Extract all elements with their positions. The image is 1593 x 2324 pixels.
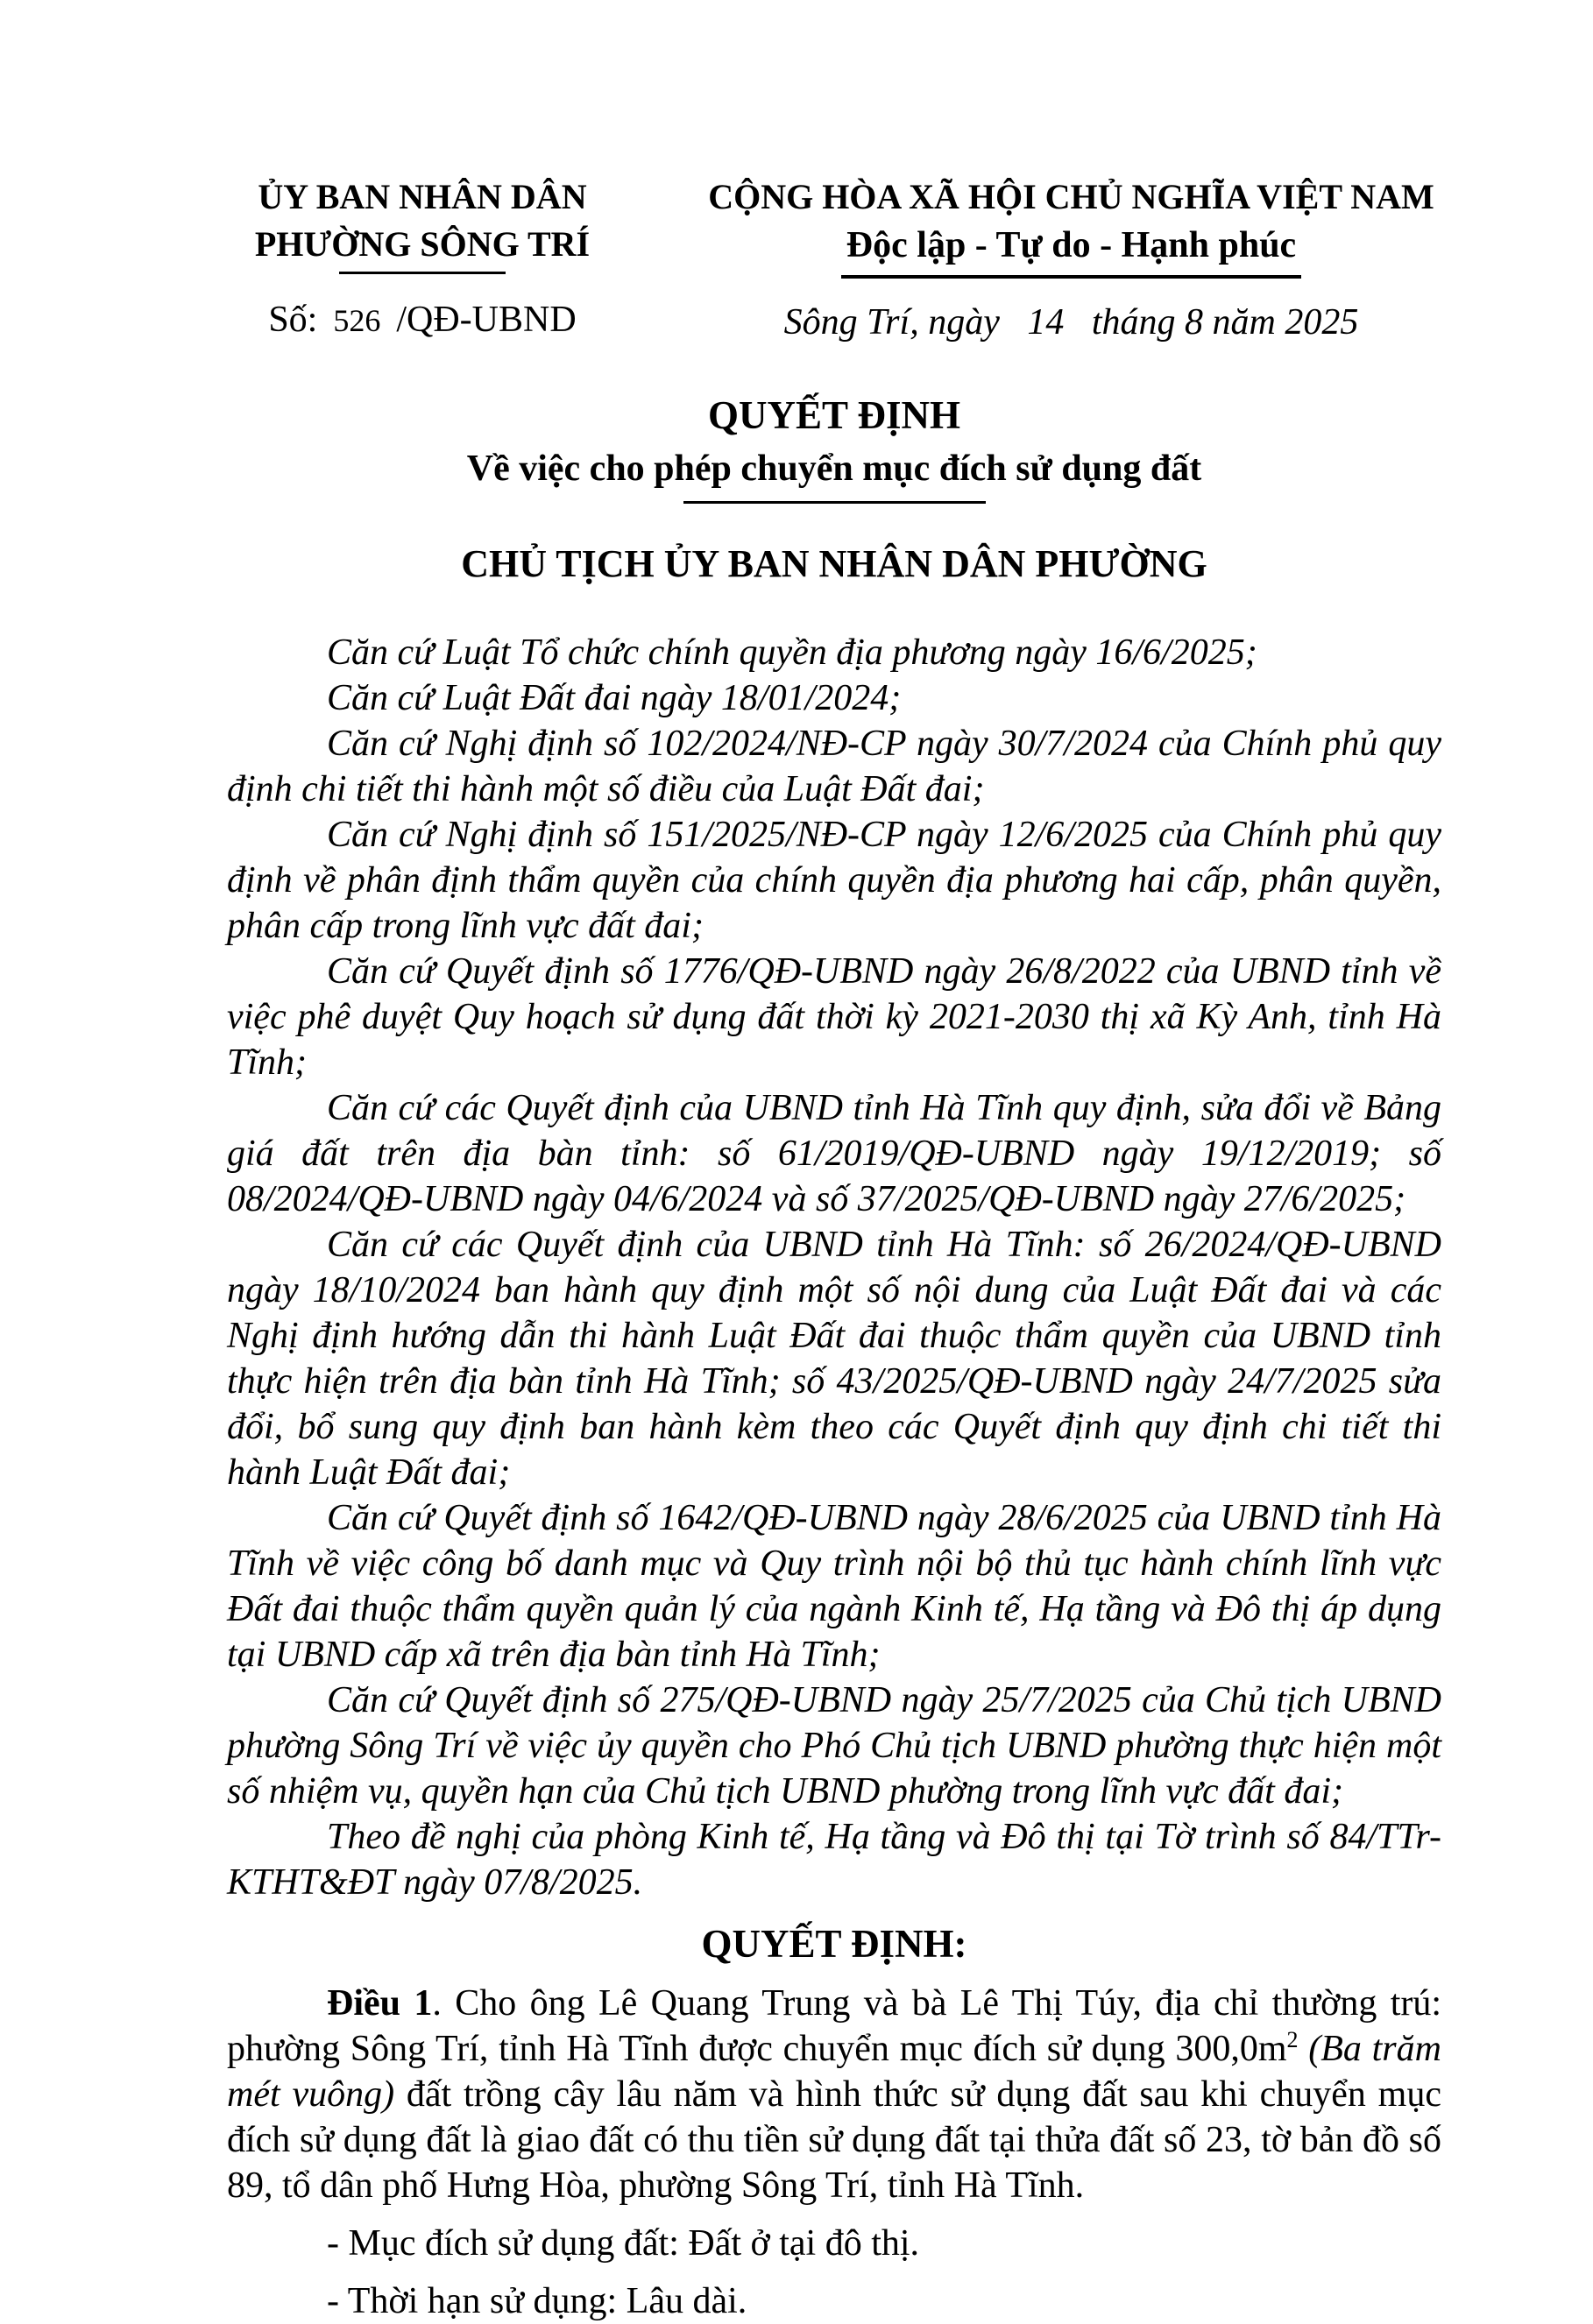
org-underline: [339, 272, 506, 274]
motto-underline: [841, 275, 1301, 279]
article-1-text: . Cho ông Lê Quang Trung và bà Lê Thị Túy, địa chỉ thường trú: phường Sông Trí, tỉnh Hà Tĩnh được chuyển mục đích sử dụng 300,0m: [227, 1983, 1442, 2069]
decision-subtitle: Về việc cho phép chuyển mục đích sử dụng đất: [466, 449, 1202, 489]
article-1-text-rest: đất trồng cây lâu năm và hình thức sử dụng đất sau khi chuyển mục đích sử dụng đất là giao đất có thu tiền sử dụng đất tại thửa đất số 23, tờ bản đồ số 89, tổ dân phố Hưng Hòa, phường Sông Trí, tỉnh Hà Tĩnh.: [227, 2074, 1441, 2206]
doc-number-value: 526: [333, 303, 381, 338]
org-name: PHƯỜNG SÔNG TRÍ: [254, 224, 591, 264]
recital-paragraph: Căn cứ Luật Đất đai ngày 18/01/2024;: [327, 678, 902, 718]
area-superscript: 2: [1286, 2027, 1299, 2052]
place-date-line: Sông Trí, ngày 14 tháng 8 năm 2025: [783, 302, 1359, 343]
authority-title: CHỦ TỊCH ỦY BAN NHÂN DÂN PHƯỜNG: [461, 542, 1207, 585]
recital-paragraph: Căn cứ Luật Tổ chức chính quyền địa phương ngày 16/6/2025;: [327, 632, 1257, 673]
article-1-paragraph: [227, 1981, 1441, 2208]
decision-section-heading: QUYẾT ĐỊNH:: [701, 1922, 967, 1966]
recital-paragraph: Căn cứ các Quyết định của UBND tỉnh Hà Tĩnh: số 26/2024/QĐ-UBND ngày 18/10/2024 ban hành quy định một số nội dung của Luật Đất đai và các Nghị định hướng dẫn thi hành Luật Đất đai thuộc thẩm quyền của UBND tỉnh thực hiện trên địa bàn tỉnh Hà Tĩnh; số 43/2025/QĐ-UBND ngày 24/7/2025 sửa đổi, bổ sung quy định ban hành kèm theo các Quyết định quy định chi tiết thi hành Luật Đất đai;: [227, 1225, 1441, 1493]
recital-paragraph: Căn cứ Nghị định số 151/2025/NĐ-CP ngày 12/6/2025 của Chính phủ quy định về phân định thẩm quyền của chính quyền địa phương hai cấp, phân quyền, phân cấp trong lĩnh vực đất đai;: [227, 815, 1441, 946]
decision-title: QUYẾT ĐỊNH: [708, 393, 960, 437]
recital-paragraph: Căn cứ Quyết định số 1642/QĐ-UBND ngày 28/6/2025 của UBND tỉnh Hà Tĩnh về việc công bố danh mục và Quy trình nội bộ thủ tục hành chính lĩnh vực Đất đai thuộc thẩm quyền quản lý của ngành Kinh tế, Hạ tầng và Đô thị áp dụng tại UBND cấp xã trên địa bàn tỉnh Hà Tĩnh;: [227, 1498, 1441, 1675]
doc-number-line: [234, 297, 611, 343]
national-title: CỘNG HÒA XÃ HỘI CHỦ NGHĨA VIỆT NAM: [708, 177, 1434, 216]
area-in-words: (Ba trăm mét vuông): [227, 2029, 1441, 2115]
article-1-label: Điều 1: [327, 1983, 433, 2024]
recital-paragraph: Căn cứ Nghị định số 102/2024/NĐ-CP ngày 30/7/2024 của Chính phủ quy định chi tiết thi hành một số điều của Luật Đất đai;: [227, 724, 1441, 809]
recital-paragraph: Căn cứ Quyết định số 275/QĐ-UBND ngày 25/7/2025 của Chủ tịch UBND phường Sông Trí về việc ủy quyền cho Phó Chủ tịch UBND phường thực hiện một số nhiệm vụ, quyền hạn của Chủ tịch UBND phường trong lĩnh vực đất đai;: [227, 1680, 1441, 1812]
land-term-line: - Thời hạn sử dụng: Lâu dài.: [327, 2281, 747, 2321]
document-header: [227, 173, 1441, 345]
title-block: [227, 391, 1441, 588]
recital-paragraph: Theo đề nghị của phòng Kinh tế, Hạ tầng và Đô thị tại Tờ trình số 84/TTr-KTHT&ĐT ngày 07/8/2025.: [227, 1817, 1441, 1903]
document-body: [227, 630, 1441, 2324]
org-parent-name: ỦY BAN NHÂN DÂN: [258, 177, 587, 216]
national-header-block: [701, 173, 1441, 345]
recital-paragraph: Căn cứ các Quyết định của UBND tỉnh Hà Tĩnh quy định, sửa đổi về Bảng giá đất trên địa bàn tỉnh: số 61/2019/QĐ-UBND ngày 19/12/2019; số 08/2024/QĐ-UBND ngày 04/6/2024 và số 37/2025/QĐ-UBND ngày 27/6/2025;: [227, 1088, 1441, 1219]
land-purpose-line: - Mục đích sử dụng đất: Đất ở tại đô thị.: [327, 2223, 920, 2264]
doc-number-label: Số:: [268, 300, 318, 340]
national-motto: Độc lập - Tự do - Hạnh phúc: [846, 225, 1297, 265]
doc-number-suffix: /QĐ-UBND: [396, 300, 577, 340]
subtitle-underline: [683, 501, 986, 504]
recital-paragraph: Căn cứ Quyết định số 1776/QĐ-UBND ngày 26/8/2022 của UBND tỉnh về việc phê duyệt Quy hoạch sử dụng đất thời kỳ 2021-2030 thị xã Kỳ Anh, tỉnh Hà Tĩnh;: [227, 951, 1441, 1083]
issuing-org-block: [234, 173, 611, 343]
